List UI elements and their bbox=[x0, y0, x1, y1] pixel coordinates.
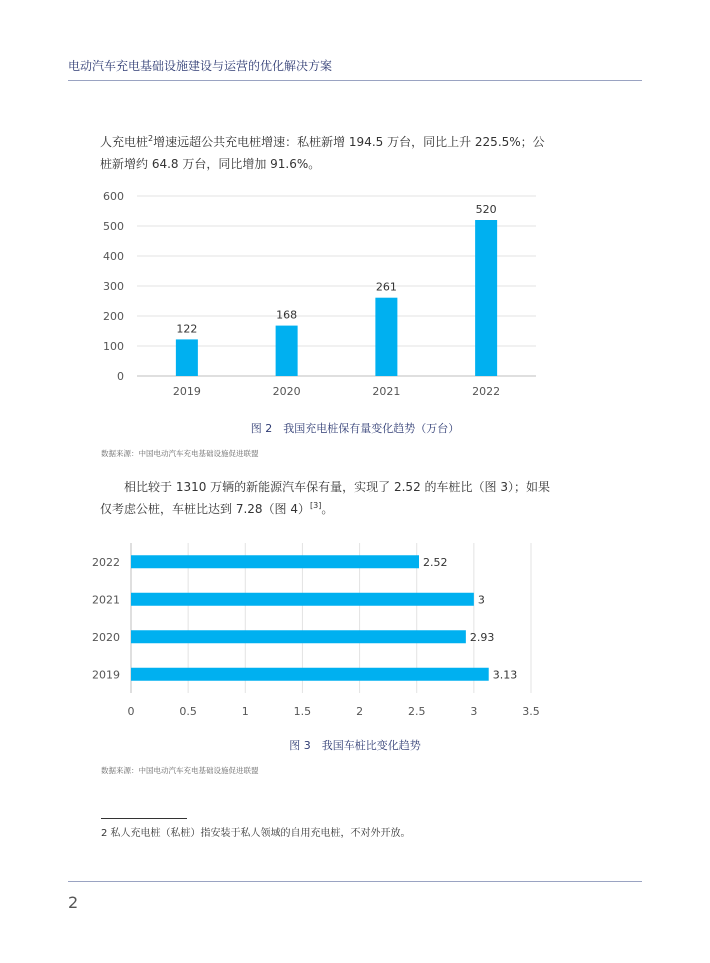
y-tick-label: 200 bbox=[103, 310, 124, 323]
footnote-ref-2[interactable]: 2 bbox=[148, 134, 154, 143]
y-tick-label: 100 bbox=[103, 340, 124, 353]
data-label-2021: 261 bbox=[375, 280, 397, 294]
figure-2-caption: 图 2 我国充电桩保有量变化趋势（万台） bbox=[250, 422, 460, 435]
data-label-2022: 2.52 bbox=[423, 555, 448, 569]
paragraph-1-prefix: 人充电桩 bbox=[100, 135, 149, 149]
y-tick-label-2022: 2022 bbox=[92, 555, 120, 569]
bar-2020 bbox=[131, 630, 466, 643]
bar-2021 bbox=[131, 593, 474, 606]
x-tick-label-2019: 2019 bbox=[172, 385, 201, 398]
footnote-2: 2 私人充电桩（私桩）指安装于私人领域的自用充电桩，不对外开放。 bbox=[101, 828, 411, 839]
y-tick-label-2020: 2020 bbox=[92, 630, 120, 644]
x-tick-label: 1 bbox=[241, 705, 249, 718]
paragraph-2-end: 。 bbox=[321, 502, 334, 516]
x-tick-label-2020: 2020 bbox=[272, 385, 301, 398]
paragraph-1-text: 增速远超公共充电桩增速：私桩新增 194.5 万台，同比上升 225.5%；公桩新增约 64.8 万台，同比增加 91.6%。 bbox=[100, 135, 545, 171]
x-tick-label: 0 bbox=[127, 705, 135, 718]
x-tick-label: 2.5 bbox=[407, 705, 426, 718]
figure-2-source: 数据来源：中国电动汽车充电基础设施促进联盟 bbox=[101, 449, 259, 458]
x-tick-label-2022: 2022 bbox=[472, 385, 501, 398]
figure-3-source: 数据来源：中国电动汽车充电基础设施促进联盟 bbox=[101, 766, 259, 775]
paragraph-2-text: 相比较于 1310 万辆的新能源汽车保有量，实现了 2.52 的车桩比（图 3）；如果仅考虑公桩，车桩比达到 7.28（图 4） bbox=[100, 480, 550, 516]
bar-2019 bbox=[131, 668, 489, 681]
bar-2022 bbox=[131, 555, 419, 568]
x-tick-label-2021: 2021 bbox=[372, 385, 401, 398]
y-tick-label: 400 bbox=[103, 250, 124, 263]
data-label-2020: 168 bbox=[276, 308, 298, 322]
y-tick-label-2019: 2019 bbox=[92, 668, 120, 682]
citation-ref-3[interactable]: [3] bbox=[309, 501, 322, 510]
x-tick-label: 3.5 bbox=[522, 705, 540, 718]
data-label-2020: 2.93 bbox=[469, 630, 495, 644]
page-number: 2 bbox=[68, 893, 79, 912]
footer-divider bbox=[68, 881, 642, 882]
page-header-title: 电动汽车充电基础设施建设与运营的优化解决方案 bbox=[68, 59, 333, 73]
x-tick-label: 3 bbox=[470, 705, 478, 718]
y-tick-label: 600 bbox=[103, 190, 124, 203]
x-tick-label: 0.5 bbox=[179, 705, 197, 718]
y-tick-label-2021: 2021 bbox=[92, 593, 120, 607]
y-tick-label: 500 bbox=[103, 220, 124, 233]
data-label-2019: 122 bbox=[176, 322, 198, 336]
x-tick-label: 2 bbox=[356, 705, 364, 718]
data-label-2019: 3.13 bbox=[492, 668, 518, 682]
y-tick-label: 0 bbox=[117, 370, 124, 383]
x-tick-label: 1.5 bbox=[293, 705, 312, 718]
data-label-2021: 3 bbox=[477, 593, 485, 607]
footnote-divider bbox=[101, 818, 187, 819]
figure-3-caption: 图 3 我国车桩比变化趋势 bbox=[289, 739, 421, 752]
y-tick-label: 300 bbox=[103, 280, 124, 293]
data-label-2022: 520 bbox=[475, 203, 497, 216]
